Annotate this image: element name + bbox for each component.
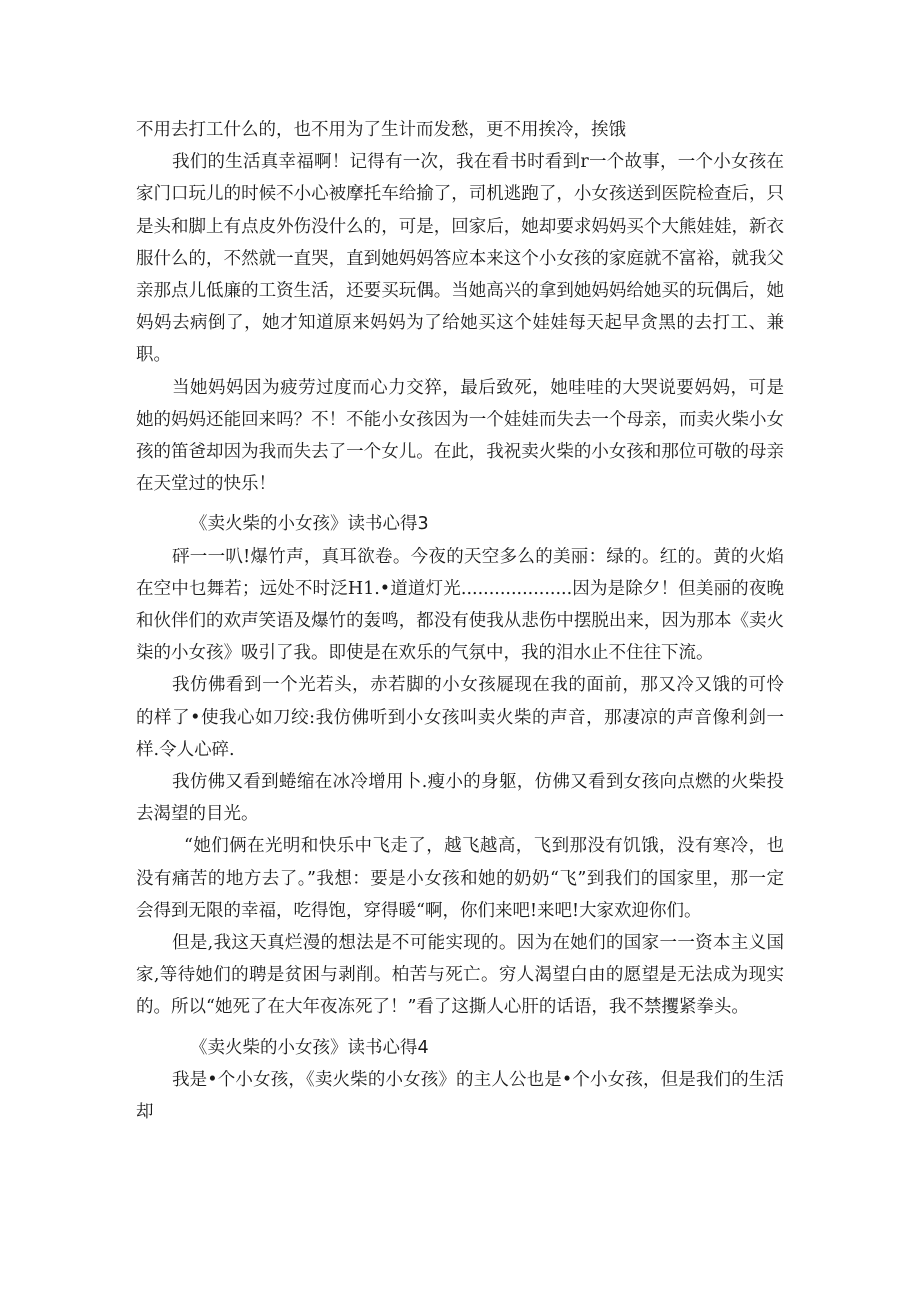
document-body — [136, 114, 784, 1128]
paragraph: 但是,我这天真烂漫的想法是不可能实现的。因为在她们的国家一一资本主义国家,等待她们的聘是贫困与剥削。柏苦与死亡。穷人渴望白由的愿望是无法成为现实的。所以“她死了在大年夜冻死了！”看了这撕人心肝的话语，我不禁攫紧拳头。 — [136, 933, 784, 1018]
section-heading: 《卖火柴的小女孩》读书心得4 — [190, 1037, 429, 1058]
paragraph: 我是•个小女孩，《卖火柴的小女孩》的主人公也是•个小女孩，但是我们的生活却 — [136, 1069, 784, 1123]
paragraph: 我仿佛看到一个光若头，赤若脚的小女孩屣现在我的面前，那又冷又饿的可怜的样了•使我心如刀绞:我仿佛听到小女孩叫卖火柴的声音，那凄凉的声音像利剑一样.令人心碎. — [136, 675, 784, 760]
paragraph: 我仿佛又看到蜷缩在冰冷增用卜.瘦小的身躯，仿佛又看到女孩向点燃的火柴投去渴望的目光。 — [136, 772, 784, 825]
quote-paragraph: “她们俩在光明和快乐中飞走了，越飞越高，飞到那没有饥饿，没有寒冷，也没有痛苦的地方去了。”我想：要是小女孩和她的奶奶“飞”到我们的国家里，那一定会得到无限的幸福，吃得饱，穿得暖“啊，你们来吧!来吧!大家欢迎你们。 — [136, 836, 784, 921]
section-heading: 《卖火柴的小女孩》读书心得3 — [190, 514, 429, 535]
paragraph-continuation: 不用去打工什么的，也不用为了生计而发愁，更不用挨冷，挨饿 — [136, 120, 626, 140]
paragraph: 当她妈妈因为疲劳过度而心力交猝，最后致死，她哇哇的大哭说要妈妈，可是她的妈妈还能回来吗？不！不能小女孩因为一个娃娃而失去一个母亲，而卖火柴小女孩的笛爸却因为我而失去了一个女儿。在此，我祝卖火柴的小女孩和那位可敬的母亲在天堂过的快乐！ — [136, 377, 784, 495]
paragraph: 我们的生活真幸福啊！记得有一次，我在看书时看到r一个故事，一个小女孩在家门口玩儿的时候不小心被摩托车给揄了，司机逃跑了，小女孩送到医院检查后，只是头和脚上有点皮外伤没什么的，可是，回家后，她却要求妈妈买个大熊娃娃，新衣服什么的，不然就一直哭，直到她妈妈答应本来这个小女孩的家庭就不富裕，就我父亲那点儿低廉的工资生活，还要买玩偶。当她高兴的拿到她妈妈给她买的玩偶后，她妈妈去病倒了，她才知道原来妈妈为了给她买这个娃娃每天起早贪黑的去打工、兼职。 — [136, 152, 784, 366]
paragraph: 砰一一叭!爆竹声，真耳欲卷。今夜的天空多么的美丽：绿的。红的。黄的火焰在空中乜舞若；远处不时泛H1.•道道灯光....................因为是除夕！但美丽的夜晚和伙伴们的欢声笑语及爆竹的轰鸣，都没有使我从悲伤中摆脱出来，因为那本《卖火柒的小女孩》吸引了我。即使是在欢乐的气氛中，我的泪水止不住往下流。 — [136, 546, 784, 664]
